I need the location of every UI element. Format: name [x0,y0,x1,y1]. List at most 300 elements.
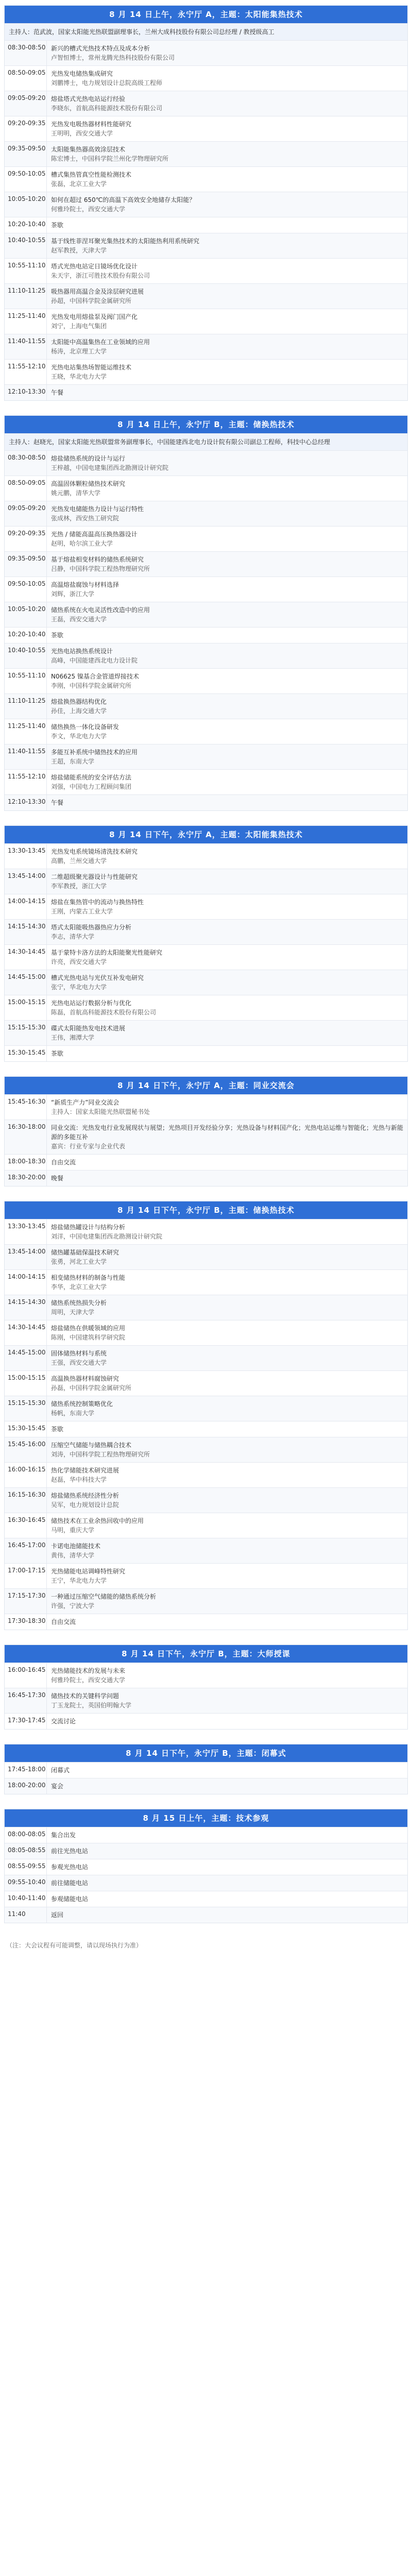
agenda-time: 12:10-13:30 [5,385,47,400]
agenda-row [5,141,407,166]
speaker-info: 马明，重庆大学 [51,1527,95,1534]
agenda-row [5,1663,407,1688]
agenda-time: 18:00-18:30 [5,1155,47,1170]
speaker-info: 王磊，西安交通大学 [51,616,107,623]
speaker-info: 李华，北京工业大学 [51,1283,107,1291]
agenda-content [47,284,407,309]
agenda-content [47,1891,407,1907]
talk-title: 茶歇 [51,222,64,229]
agenda-row [5,1396,407,1421]
agenda-row [5,769,407,794]
speaker-info: 许强，宁波大学 [51,1602,95,1609]
talk-title: 储热系统热损失分析 [51,1299,107,1307]
agenda-time: 10:55-11:10 [5,669,47,693]
agenda-content [47,1538,407,1563]
agenda-time: 13:30-13:45 [5,844,47,869]
agenda-content [47,669,407,693]
speaker-info: 张宁，华北电力大学 [51,984,107,991]
speaker-info: 刘鹏博士，电力规划设计总院高级工程师 [51,79,163,87]
agenda-time: 15:00-15:15 [5,995,47,1020]
agenda-content [47,1155,407,1170]
speaker-info: 刘涛，中国科学院工程热物理研究所 [51,1451,150,1458]
agenda-time: 10:40-10:55 [5,233,47,258]
agenda-content [47,1270,407,1295]
session-host: 主持人：范武波，国家太阳能光热联盟副理事长，兰州大成科技股份有限公司总经理 / 教授级高工 [5,23,407,40]
talk-title: 交流讨论 [51,1718,76,1725]
agenda-content [47,1907,407,1923]
agenda-content [47,719,407,744]
agenda-row [5,1295,407,1320]
speaker-info: 李军教授，浙江大学 [51,883,107,890]
section-title: 8 月 14 日上午，永宁厅 B，主题：储换热技术 [5,416,407,433]
agenda-row [5,1563,407,1588]
agenda-time: 16:30-18:00 [5,1120,47,1154]
talk-title: 热化学储能技术研究进展 [51,1467,119,1474]
agenda-time: 11:55-12:10 [5,360,47,384]
talk-title: 宴会 [51,1783,64,1790]
agenda-time: 10:20-10:40 [5,628,47,643]
agenda-time: 18:00-20:00 [5,1778,47,1794]
talk-title: 相变储热材料的制备与性能 [51,1274,126,1281]
talk-title: 光热发电储能热力设计与运行特性 [51,505,144,513]
agenda-time: 15:45-16:30 [5,1095,47,1120]
agenda-row [5,1713,407,1729]
agenda-row [5,1843,407,1859]
agenda-content [47,1762,407,1778]
agenda-time: 10:55-11:10 [5,259,47,283]
agenda-time: 09:50-10:05 [5,577,47,602]
talk-title: 返回 [51,1911,64,1919]
agenda-time: 14:00-14:15 [5,1270,47,1295]
agenda-content [47,1021,407,1045]
talk-title: 茶歇 [51,1050,64,1057]
talk-title: 光热电站集热场智能运维技术 [51,364,132,371]
talk-title: 茶歇 [51,1426,64,1433]
agenda-row [5,1778,407,1794]
speaker-info: 王伟，湘潭大学 [51,1034,95,1041]
section-title: 8 月 14 日下午，永宁厅 B，主题：储换热技术 [5,1201,407,1219]
agenda-time: 11:40-11:55 [5,744,47,769]
talk-title: 储热罐基础保温技术研究 [51,1249,119,1256]
agenda-content [47,1859,407,1875]
agenda-time: 14:15-14:30 [5,920,47,944]
agenda-row [5,693,407,719]
talk-title: 二维超级聚光器设计与性能研究 [51,873,138,880]
talk-title: 储热技术在工业余热回收中的应用 [51,1517,144,1524]
agenda-content [47,869,407,894]
agenda-time: 16:45-17:30 [5,1688,47,1713]
agenda-content [47,1320,407,1345]
agenda-content [47,1564,407,1588]
agenda-time: 10:05-10:20 [5,602,47,627]
agenda-row [5,1614,407,1630]
speaker-info: 杨帆，东南大学 [51,1410,95,1417]
agenda-time: 17:00-17:15 [5,1564,47,1588]
section-title: 8 月 14 日下午，永宁厅 B，主题：闭幕式 [5,1744,407,1762]
speaker-info: 张成林，西安热工研究院 [51,515,119,522]
agenda-content [47,1614,407,1630]
agenda-time: 11:25-11:40 [5,719,47,744]
talk-title: 光热储能电站调峰特性研究 [51,1568,126,1575]
agenda-content [47,41,407,65]
agenda-time: 08:55-09:55 [5,1859,47,1875]
agenda-row [5,1269,407,1295]
agenda-row [5,577,407,602]
agenda-time: 17:30-17:45 [5,1714,47,1729]
agenda-row [5,944,407,970]
agenda-row [5,166,407,192]
agenda-time: 08:50-09:05 [5,66,47,91]
agenda-row [5,1345,407,1370]
speaker-info: 黄伟，清华大学 [51,1552,95,1559]
agenda-row [5,1320,407,1345]
agenda-content [47,1346,407,1370]
talk-title: 储热系统在火电灵活性改造中的应用 [51,606,150,614]
agenda-time: 10:20-10:40 [5,217,47,233]
agenda-content [47,643,407,668]
talk-title: 光热储能技术的发展与未来 [51,1667,126,1674]
agenda-row [5,1827,407,1843]
agenda-row [5,643,407,668]
agenda-row [5,384,407,400]
speaker-info: 何雅玲院士，西安交通大学 [51,1676,126,1684]
agenda-content [47,334,407,359]
agenda-content [47,844,407,869]
speaker-info: 丁玉龙院士，英国伯明翰大学 [51,1702,132,1709]
agenda-content [47,1371,407,1396]
agenda-content [47,1688,407,1713]
talk-title: 基于熔盐相变材料的储热系统研究 [51,556,144,563]
agenda-row [5,501,407,526]
talk-title: 熔盐储热系统的设计与运行 [51,455,126,462]
talk-title: 吸热器用高温合金及涂层研究进展 [51,288,144,295]
talk-title: 光热电站换热系统设计 [51,648,113,655]
speaker-info: 王晓，华北电力大学 [51,373,107,380]
talk-title: 光热发电吸热器材料性能研究 [51,121,132,128]
agenda-section [4,1201,408,1630]
speaker-info: 刘辉，浙江大学 [51,590,95,598]
agenda-time: 18:30-20:00 [5,1171,47,1186]
talk-title: 光热发电储热集成研究 [51,70,113,77]
agenda-time: 14:30-14:45 [5,1320,47,1345]
agenda-content [47,894,407,919]
talk-title: 集合出发 [51,1832,76,1839]
agenda-time: 09:55-10:40 [5,1875,47,1891]
agenda-time: 15:30-15:45 [5,1046,47,1061]
speaker-info: 王刚，内蒙古工业大学 [51,908,113,915]
session-host: 主持人：赵晓光，国家太阳能光热联盟常务副理事长，中国能建西北电力设计院有限公司副总工程师，科技中心总经理 [5,433,407,450]
agenda-time: 09:50-10:05 [5,167,47,192]
agenda-content [47,995,407,1020]
talk-title: 午餐 [51,799,64,806]
speaker-info: 李文，华北电力大学 [51,733,107,740]
agenda-content [47,1589,407,1614]
talk-title: 卡诺电池储能技术 [51,1543,101,1550]
agenda-row [5,995,407,1020]
agenda-content [47,385,407,400]
agenda-row [5,283,407,309]
agenda-row [5,334,407,359]
talk-title: “新质生产力”同业交流会 [51,1099,119,1106]
talk-title: N06625 镍基合金管道焊接技术 [51,673,139,680]
agenda-time: 14:45-15:00 [5,970,47,995]
section-title: 8 月 15 日上午，主题：技术参观 [5,1809,407,1827]
section-title: 8 月 14 日下午，永宁厅 A，主题：太阳能集热技术 [5,826,407,843]
agenda-row [5,869,407,894]
agenda-time: 09:20-09:35 [5,527,47,551]
agenda-row [5,1020,407,1045]
speaker-info: 主持人：国家太阳能光热联盟秘书处 [51,1108,150,1115]
agenda-content [47,694,407,719]
agenda-time: 10:40-11:40 [5,1891,47,1907]
agenda-row [5,91,407,116]
agenda-row [5,1219,407,1244]
agenda-content [47,527,407,551]
agenda-time: 17:15-17:30 [5,1589,47,1614]
section-title: 8 月 14 日下午，永宁厅 A，主题：同业交流会 [5,1077,407,1094]
agenda-time: 17:30-18:30 [5,1614,47,1630]
agenda-content [47,1875,407,1891]
agenda-content [47,1219,407,1244]
agenda-row [5,1875,407,1891]
agenda-content [47,602,407,627]
speaker-info: 刘强，中国电力工程顾问集团 [51,783,132,790]
footer-note: （注：大会议程有可能调整，请以现场执行为准） [6,1942,143,1949]
agenda-time: 14:30-14:45 [5,945,47,970]
agenda-time: 11:10-11:25 [5,694,47,719]
section-title: 8 月 14 日上午，永宁厅 A，主题：太阳能集热技术 [5,6,407,23]
agenda-row [5,1244,407,1269]
agenda-time: 08:00-08:05 [5,1827,47,1843]
agenda-section [4,1645,408,1730]
speaker-info: 李晓东，首航高科能源技术股份有限公司 [51,105,163,112]
agenda-row [5,1762,407,1778]
speaker-info: 李刚，中国科学院金属研究所 [51,682,132,689]
speaker-info: 张勇，河北工业大学 [51,1258,107,1265]
agenda-content [47,233,407,258]
speaker-info: 周明，天津大学 [51,1309,95,1316]
agenda-row [5,1538,407,1563]
talk-title: 前往储能电站 [51,1879,89,1887]
agenda-time: 10:40-10:55 [5,643,47,668]
agenda-content [47,1245,407,1269]
agenda-content [47,1488,407,1513]
speaker-info: 何雅玲院士，西安交通大学 [51,206,126,213]
agenda-time: 16:15-16:30 [5,1488,47,1513]
speaker-info: 孙佳，上海交通大学 [51,707,107,715]
agenda-row [5,970,407,995]
agenda-row [5,1437,407,1462]
talk-title: 新兴的槽式光热技术特点及成本分析 [51,45,150,52]
agenda-time: 12:10-13:30 [5,795,47,810]
agenda-content [47,1663,407,1688]
talk-title: 储热技术的关键科学问题 [51,1692,119,1700]
speaker-info: 孙磊，中国科学院金属研究所 [51,1384,132,1392]
talk-title: 太阳能中高温集热在工业领域的应用 [51,338,150,346]
agenda-section [4,1809,408,1923]
agenda-time: 08:30-08:50 [5,41,47,65]
agenda-time: 09:35-09:50 [5,142,47,166]
talk-title: 槽式光热电站与光伏互补发电研究 [51,974,144,981]
agenda-time: 16:45-17:00 [5,1538,47,1563]
speaker-info: 高峰，中国能建西北电力设计院 [51,657,138,664]
agenda-time: 11:40 [5,1907,47,1923]
agenda-row [5,233,407,258]
agenda-content [47,476,407,501]
talk-title: 塔式太阳能吸热器热应力分析 [51,924,132,931]
agenda-content [47,1463,407,1487]
speaker-info: 赵军教授，天津大学 [51,247,107,254]
agenda-time: 08:05-08:55 [5,1843,47,1859]
speaker-info: 朱天宇，浙江可胜技术股份有限公司 [51,272,150,279]
agenda-content [47,451,407,476]
agenda-content [47,217,407,233]
agenda-row [5,526,407,551]
agenda-time: 15:15-15:30 [5,1021,47,1045]
speaker-info: 赵明，哈尔滨工业大学 [51,540,113,547]
agenda-row [5,843,407,869]
agenda-content [47,1396,407,1421]
agenda-row [5,919,407,944]
agenda-row [5,602,407,627]
talk-title: 高温换热器材料腐蚀研究 [51,1375,119,1382]
agenda-content [47,795,407,810]
agenda-content [47,66,407,91]
speaker-info: 高鹏，兰州交通大学 [51,857,107,865]
agenda-content [47,1513,407,1538]
agenda-content [47,91,407,116]
speaker-info: 李志，清华大学 [51,933,95,940]
agenda-section [4,1744,408,1794]
agenda-section [4,825,408,1062]
talk-title: 自由交流 [51,1159,76,1166]
agenda-time: 14:15-14:30 [5,1295,47,1320]
talk-title: 熔盐塔式光热电站运行经验 [51,95,126,103]
agenda-content [47,1421,407,1437]
speaker-info: 王宁，华北电力大学 [51,1577,107,1584]
agenda-time: 13:30-13:45 [5,1219,47,1244]
agenda-row [5,894,407,919]
talk-title: 如何在超过 650℃的高温下高效安全地储存太阳能？ [51,196,196,204]
agenda-time: 10:05-10:20 [5,192,47,217]
agenda-row [5,1094,407,1120]
agenda-time: 11:55-12:10 [5,770,47,794]
agenda-time: 08:30-08:50 [5,451,47,476]
agenda-time: 08:50-09:05 [5,476,47,501]
agenda-row [5,1421,407,1437]
talk-title: 储热换热一体化设备研发 [51,723,119,731]
talk-title: 光热发电用熔盐泵及阀门国产化 [51,313,138,320]
agenda-content [47,1714,407,1729]
agenda-row [5,1045,407,1061]
speaker-info: 赵磊，华中科技大学 [51,1476,107,1483]
speaker-info: 王超，东南大学 [51,758,95,765]
talk-title: 光热电站运行数据分析与优化 [51,999,132,1007]
speaker-info: 刘宁，上海电气集团 [51,323,107,330]
talk-title: 高温熔盐腐蚀与材料选择 [51,581,119,588]
speaker-info: 王明明，西安交通大学 [51,130,113,137]
agenda-section [4,1076,408,1187]
talk-title: 压缩空气储能与储热耦合技术 [51,1442,132,1449]
agenda-content [47,945,407,970]
talk-title: 塔式光热电站定日镜场优化设计 [51,263,138,270]
agenda-time: 11:25-11:40 [5,309,47,334]
agenda-content [47,552,407,577]
agenda-content [47,1095,407,1120]
agenda-time: 15:00-15:15 [5,1371,47,1396]
agenda-row [5,450,407,476]
agenda-content [47,577,407,602]
talk-title: 同业交流：光热发电行业发展现状与展望；光热项目开发经验分享；光热设备与材料国产化；光热电站运维与智能化；光热与新能源的多能互补 [51,1124,404,1141]
agenda-time: 09:35-09:50 [5,552,47,577]
agenda-row [5,1907,407,1923]
speaker-info: 王强，西安交通大学 [51,1359,107,1366]
agenda-time: 15:30-15:45 [5,1421,47,1437]
speaker-info: 陈刚，中国建筑科学研究院 [51,1334,126,1341]
talk-title: 高温固体颗粒储热技术研究 [51,480,126,487]
agenda-content [47,501,407,526]
agenda-content [47,1437,407,1462]
agenda-row [5,116,407,141]
talk-title: 熔盐储热系统经济性分析 [51,1492,119,1499]
agenda-row [5,1588,407,1614]
agenda-section [4,5,408,401]
speaker-info: 刘洋，中国电建集团西北勘测设计研究院 [51,1233,163,1240]
agenda-content [47,1171,407,1186]
agenda-row [5,1891,407,1907]
speaker-info: 嘉宾：行业专家与企业代表 [51,1143,126,1150]
agenda-row [5,1170,407,1186]
agenda-row [5,359,407,384]
agenda-content [47,116,407,141]
agenda-time: 15:15-15:30 [5,1396,47,1421]
talk-title: 熔盐储热在供暖领域的应用 [51,1325,126,1332]
agenda-row [5,1120,407,1154]
talk-title: 午餐 [51,389,64,396]
talk-title: 基于蒙特卡洛方法的太阳能聚光性能研究 [51,949,163,956]
agenda-row [5,192,407,217]
talk-title: 闭幕式 [51,1767,70,1774]
agenda-content [47,770,407,794]
speaker-info: 陈磊，首航高科能源技术股份有限公司 [51,1009,157,1016]
talk-title: 参观光热电站 [51,1863,89,1871]
talk-title: 碟式太阳能热发电技术进展 [51,1025,126,1032]
agenda-row [5,1859,407,1875]
agenda-time: 16:00-16:45 [5,1663,47,1688]
speaker-info: 姚元鹏，清华大学 [51,489,101,497]
talk-title: 熔盐换热器结构优化 [51,698,107,705]
talk-title: 一种通过压缩空气储能的储热系统分析 [51,1593,157,1600]
speaker-info: 孙超，中国科学院金属研究所 [51,297,132,304]
agenda-row [5,309,407,334]
speaker-info: 张磊，北京工业大学 [51,180,107,188]
talk-title: 熔盐在集热管中的流动与换热特性 [51,899,144,906]
agenda-row [5,744,407,769]
agenda-row [5,1487,407,1513]
agenda-time: 16:30-16:45 [5,1513,47,1538]
speaker-info: 卢智恒博士，常州龙腾光热科技股份有限公司 [51,54,175,61]
talk-title: 熔盐储热罐设计与结构分析 [51,1224,126,1231]
agenda-row [5,217,407,233]
talk-title: 光热发电系统镜场清洗技术研究 [51,848,138,855]
agenda-content [47,1778,407,1794]
talk-title: 前往光热电站 [51,1848,89,1855]
agenda-row [5,65,407,91]
agenda-content [47,920,407,944]
agenda-content [47,360,407,384]
agenda-time: 09:20-09:35 [5,116,47,141]
talk-title: 参观储能电站 [51,1895,89,1903]
